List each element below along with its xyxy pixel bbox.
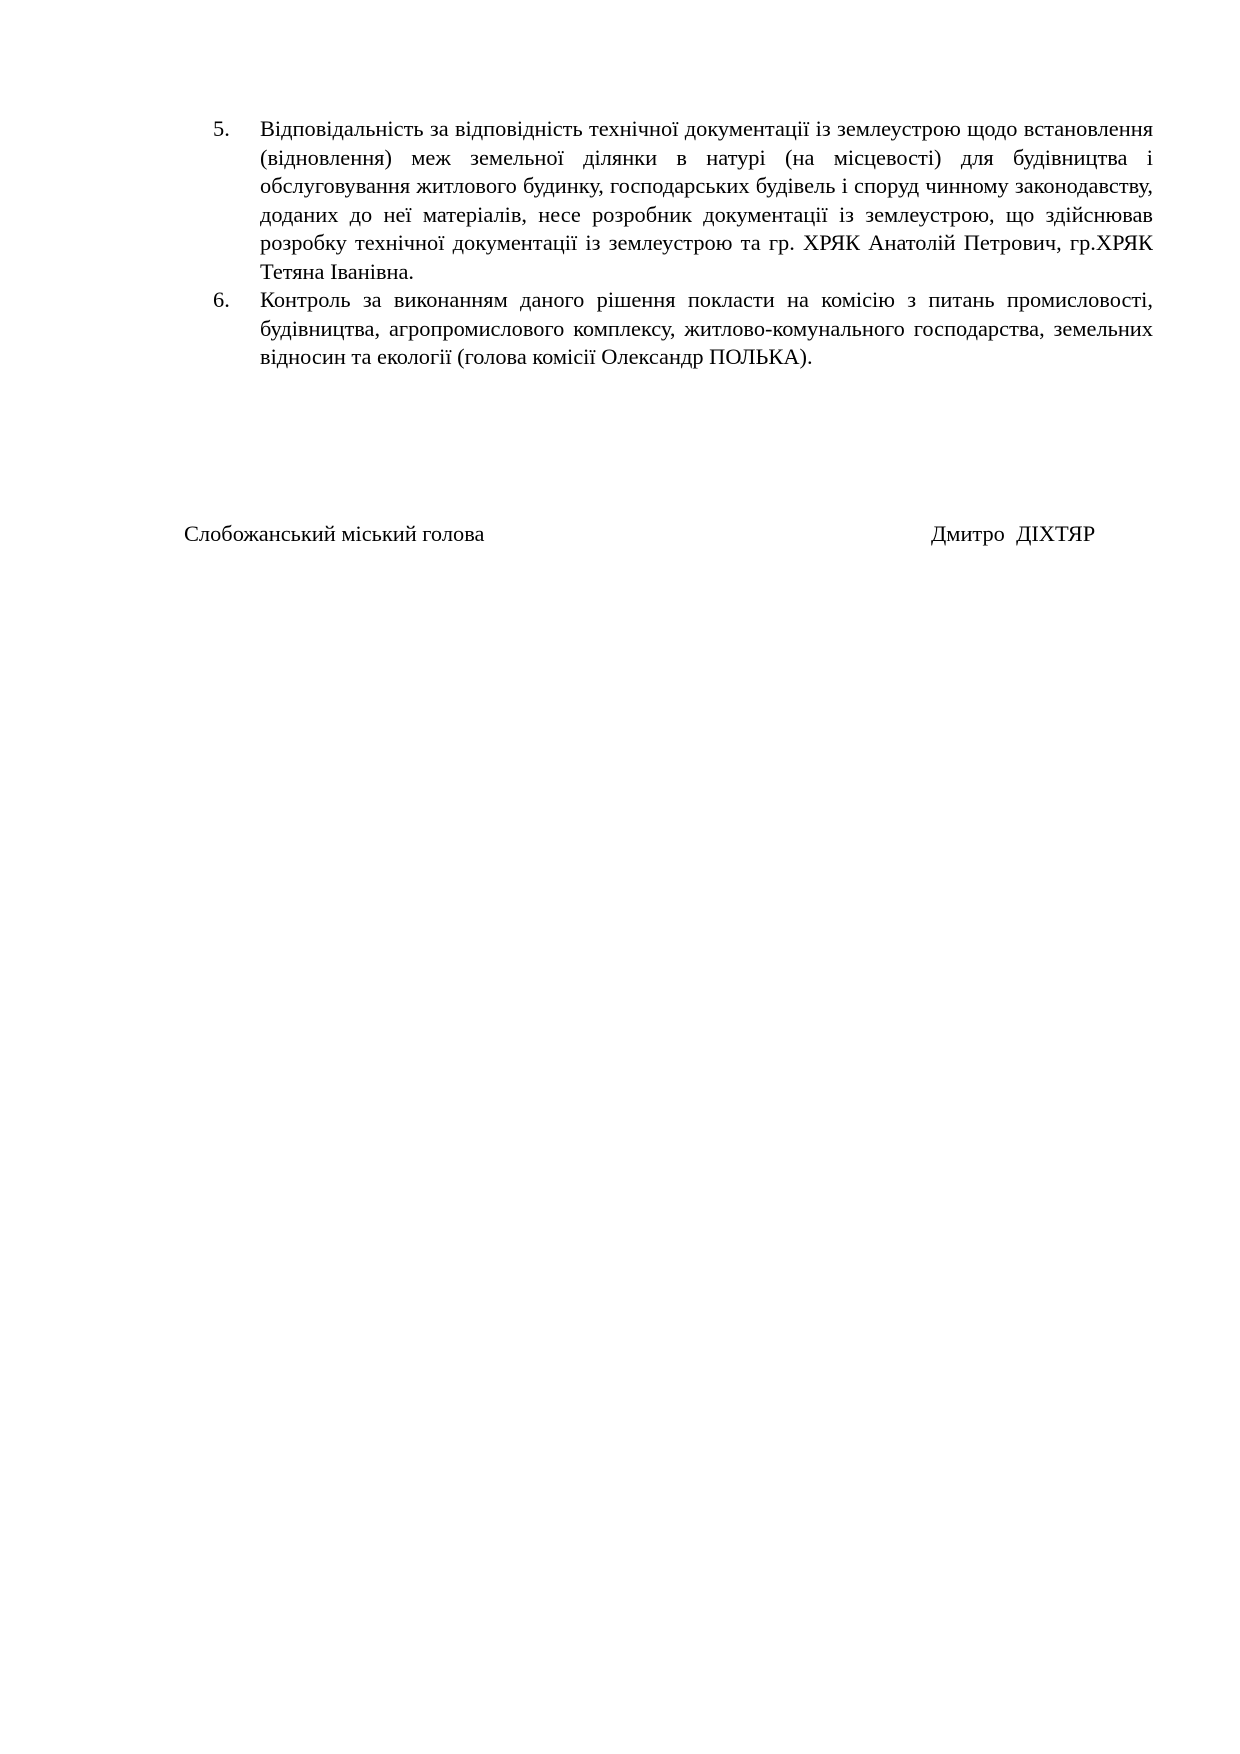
decision-items-list: [213, 115, 1153, 372]
list-item-number: 6.: [213, 287, 230, 312]
signature-name: Дмитро ДІХТЯР: [931, 521, 1096, 546]
list-item-number: 5.: [213, 116, 230, 141]
list-item-text: Контроль за виконанням даного рішення покласти на комісію з питань промисловості, будівництва, агропромислового комплексу, житлово-комунального господарства, земельних відносин та екології (голова комісії Олександр ПОЛЬКА).: [260, 287, 1153, 369]
list-item-text: Відповідальність за відповідність технічної документації із землеустрою щодо встановлення (відновлення) меж земельної ділянки в натурі (на місцевості) для будівництва і обслуговування житлового будинку, господарських будівель і споруд чинному законодавству, доданих до неї матеріалів, несе розробник документації із землеустрою, що здійснював розробку технічної документації із землеустрою та гр. ХРЯК Анатолій Петрович, гр.ХРЯК Тетяна Іванівна.: [260, 116, 1153, 284]
list-item: [213, 115, 1153, 286]
signature-position: Слобожанський міський голова: [184, 521, 485, 546]
list-item: [213, 286, 1153, 372]
